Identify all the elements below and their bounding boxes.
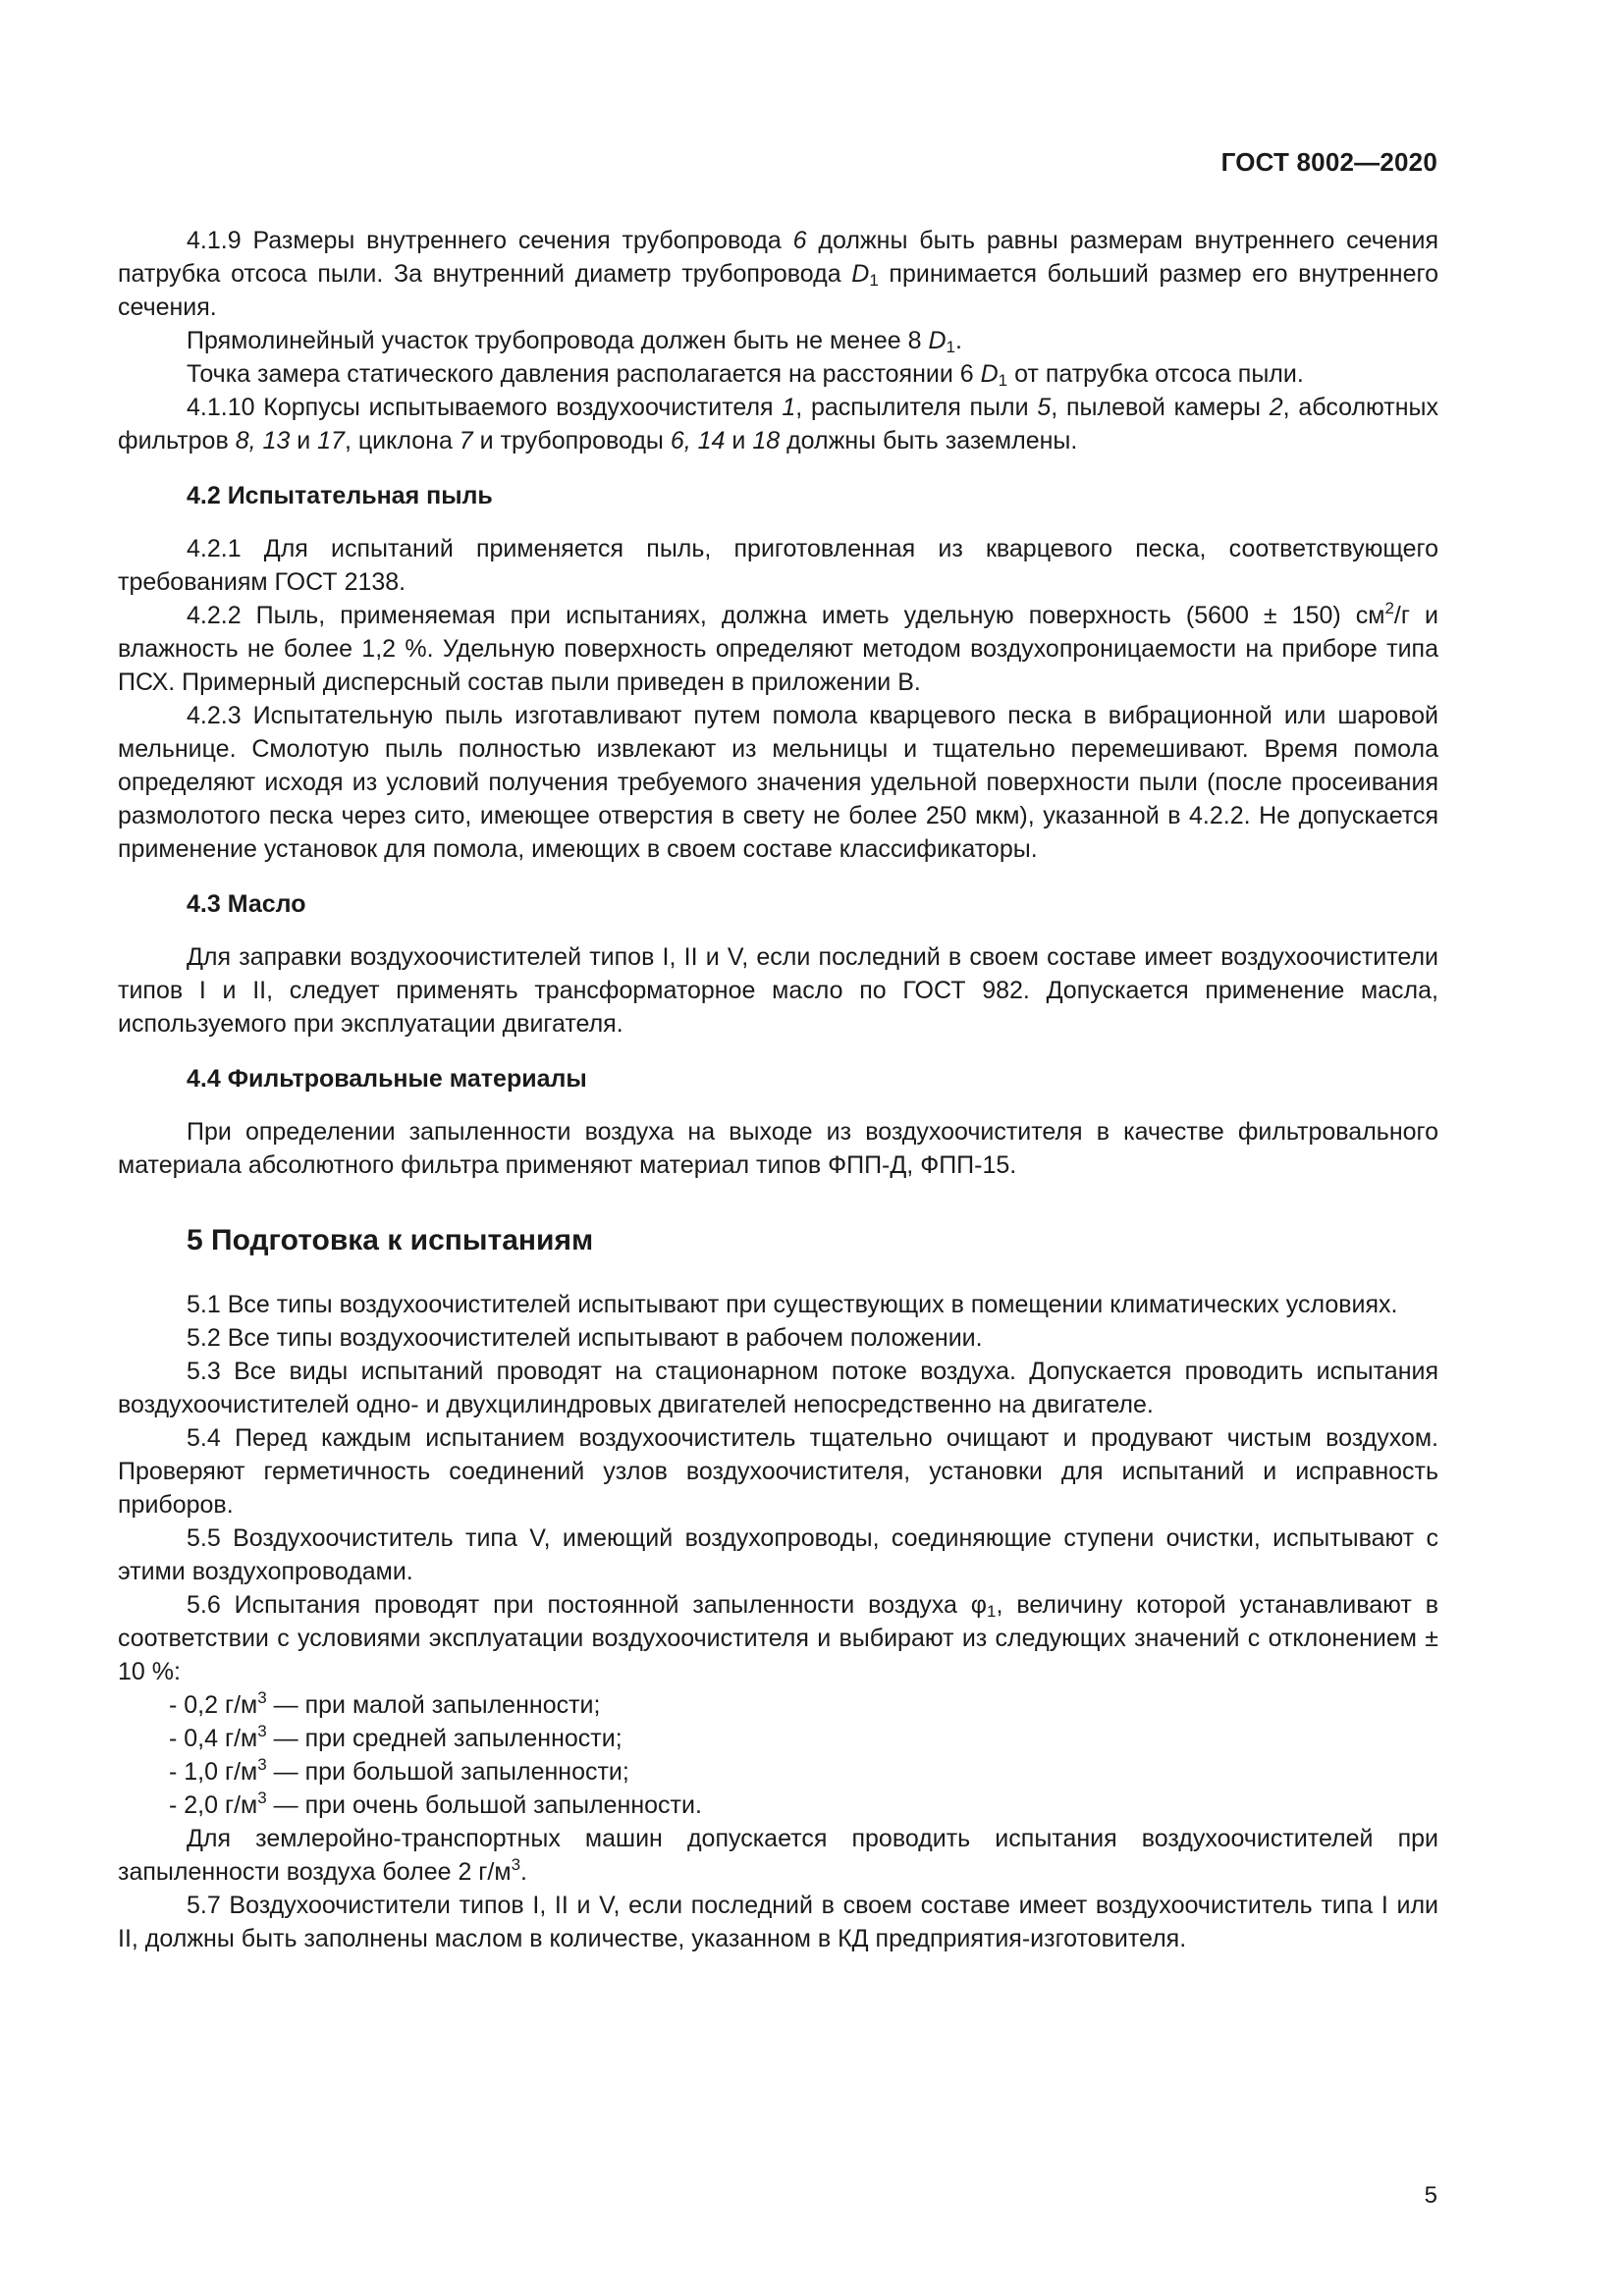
paragraph-5-5: 5.5 Воздухоочиститель типа V, имеющий воздухопроводы, соединяющие ступени очистки, испытывают с этими воздухопроводами. [118, 1524, 1438, 1585]
section-4-4-title: 4.4 Фильтровальные материалы [187, 1065, 587, 1093]
paragraph-5-7: 5.7 Воздухоочистители типов I, II и V, если последний в своем составе имеет воздухоочиститель типа I или II, должны быть заполнены маслом в количестве, указанном в КД предприятия-изготовителя. [118, 1892, 1438, 1952]
section-4-2-title: 4.2 Испытательная пыль [187, 482, 493, 509]
paragraph-4-2-2: 4.2.2 Пыль, применяемая при испытаниях, должна иметь удельную поверхность (5600 ± 150) $см^2/г$ и влажность не более 1,2 %. Удельную поверхность определяют методом воздухопроницаемости на приборе типа ПСХ. Примерный дисперсный состав пыли приведен в приложении В. [118, 599, 1438, 696]
paragraph-4-1-9: 4.1.9 Размеры внутреннего сечения трубопровода 6 должны быть равны размерам внутреннего сечения патрубка отсоса пыли. За внутренний диаметр трубопровода $D_1$ принимается больший размер его внутреннего сечения. [118, 227, 1438, 321]
paragraph-5-4: 5.4 Перед каждым испытанием воздухоочиститель тщательно очищают и продувают чистым воздухом. Проверяют герметичность соединений узлов воздухоочистителя, установки для испытаний и исправность приборов. [118, 1424, 1438, 1519]
document-body [118, 224, 1438, 1955]
document-id: ГОСТ 8002—2020 [1220, 147, 1437, 177]
paragraph-4-2-1: 4.2.1 Для испытаний применяется пыль, приготовленная из кварцевого песка, соответствующего требованиям ГОСТ 2138. [118, 535, 1438, 596]
paragraph-5-3: 5.3 Все виды испытаний проводят на стационарном потоке воздуха. Допускается проводить испытания воздухоочистителей одно- и двухцилиндровых двигателей непосредственно на двигателе. [118, 1358, 1438, 1418]
list-item: - 0,4 $г/м^3$ — при средней запыленности; [169, 1722, 623, 1752]
section-4-3-title: 4.3 Масло [187, 890, 306, 918]
paragraph-4-2-3: 4.2.3 Испытательную пыль изготавливают путем помола кварцевого песка в вибрационной или шаровой мельнице. Смолотую пыль полностью извлекают из мельницы и тщательно перемешивают. Время помола определяют исходя из условий получения требуемого значения удельной поверхности пыли (после просеивания размолотого песка через сито, имеющее отверстия в свету не более 250 мкм), указанной в 4.2.2. Не допускается применение установок для помола, имеющих в своем составе классификаторы. [118, 702, 1438, 863]
paragraph-earthmoving: Для землеройно-транспортных машин допускается проводить испытания воздухоочистителей при запыленности воздуха более 2 $г/м^3$. [118, 1825, 1438, 1886]
list-item: - 1,0 $г/м^3$ — при большой запыленности; [169, 1755, 629, 1786]
paragraph-4-4: При определении запыленности воздуха на выходе из воздухоочистителя в качестве фильтровального материала абсолютного фильтра применяют материал типов ФПП-Д, ФПП-15. [118, 1118, 1438, 1179]
section-5-title: 5 Подготовка к испытаниям [187, 1224, 594, 1256]
dust-concentration-list [118, 1688, 1438, 1822]
page-number: 5 [1424, 2182, 1437, 2209]
paragraph-5-6: 5.6 Испытания проводят при постоянной запыленности воздуха $\varphi_1$, величину которой устанавливают в соответствии с условиями эксплуатации воздухоочистителя и выбирают из следующих значений с отклонением ± 10 %: [118, 1591, 1438, 1685]
list-item: - 2,0 $г/м^3$ — при очень большой запыленности. [169, 1789, 702, 1819]
paragraph-static-pressure: Точка замера статического давления располагается на расстоянии 6 $D_1$ от патрубка отсоса пыли. [187, 360, 1304, 390]
paragraph-5-1: 5.1 Все типы воздухоочистителей испытывают при существующих в помещении климатических условиях. [187, 1291, 1398, 1318]
paragraph-straight-section: Прямолинейный участок трубопровода должен быть не менее 8 $D_1$. [187, 327, 962, 356]
paragraph-4-3: Для заправки воздухоочистителей типов I, II и V, если последний в своем составе имеет воздухоочистители типов I и II, следует применять трансформаторное масло по ГОСТ 982. Допускается применение масла, используемого при эксплуатации двигателя. [118, 943, 1438, 1038]
paragraph-5-2: 5.2 Все типы воздухоочистителей испытывают в рабочем положении. [187, 1324, 983, 1352]
list-item: - 0,2 $г/м^3$ — при малой запыленности; [169, 1688, 601, 1719]
paragraph-4-1-10: 4.1.10 Корпусы испытываемого воздухоочистителя 1, распылителя пыли 5, пылевой камеры 2, абсолютных фильтров 8, 13 и 17, циклона 7 и трубопроводы 6, 14 и 18 должны быть заземлены. [118, 394, 1438, 454]
